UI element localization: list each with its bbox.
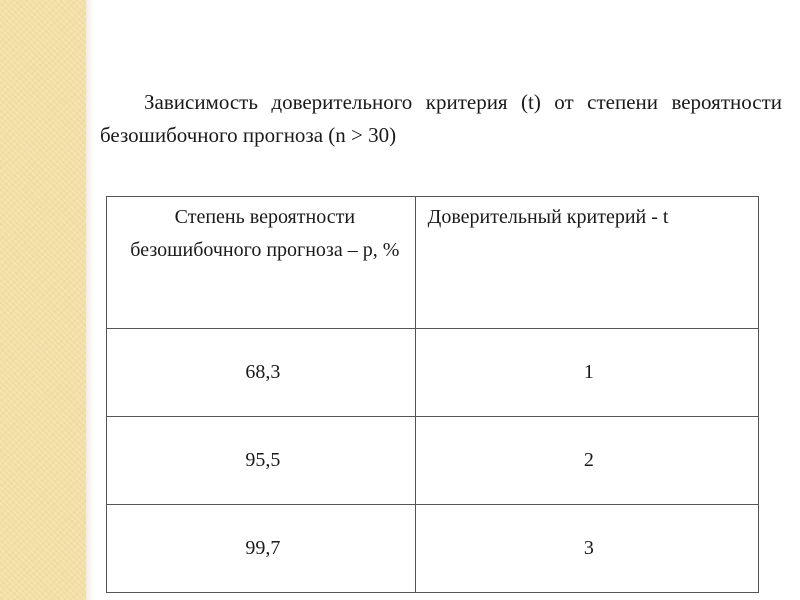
table-cell-probability <box>107 417 416 505</box>
table-cell-criterion <box>415 505 758 593</box>
table-cell-probability <box>107 505 416 593</box>
table-row <box>107 417 759 505</box>
data-table <box>106 196 759 593</box>
cell-value: 3 <box>583 537 594 559</box>
cell-value: 95,5 <box>245 449 281 471</box>
table-row <box>107 329 759 417</box>
table-cell-probability <box>107 329 416 417</box>
cell-value: 68,3 <box>245 361 281 383</box>
header-probability-label: Степень вероятности безошибочного прогноза – p, % <box>130 206 400 261</box>
header-cell-criterion <box>415 197 758 329</box>
table-row <box>107 505 759 593</box>
cell-value: 1 <box>583 361 594 383</box>
decorative-side-band <box>0 0 86 600</box>
table-cell-criterion <box>415 417 758 505</box>
page-title: Зависимость доверительного критерия (t) от степени вероятности безошибочного прогноза (n > 30) <box>100 90 782 147</box>
side-band-edge <box>86 0 94 600</box>
header-cell-probability <box>107 197 416 329</box>
header-criterion-label: Доверительный критерий - t <box>427 206 669 228</box>
cell-value: 2 <box>583 449 594 471</box>
table-cell-criterion <box>415 329 758 417</box>
cell-value: 99,7 <box>245 537 281 559</box>
table-header-row <box>107 197 759 329</box>
